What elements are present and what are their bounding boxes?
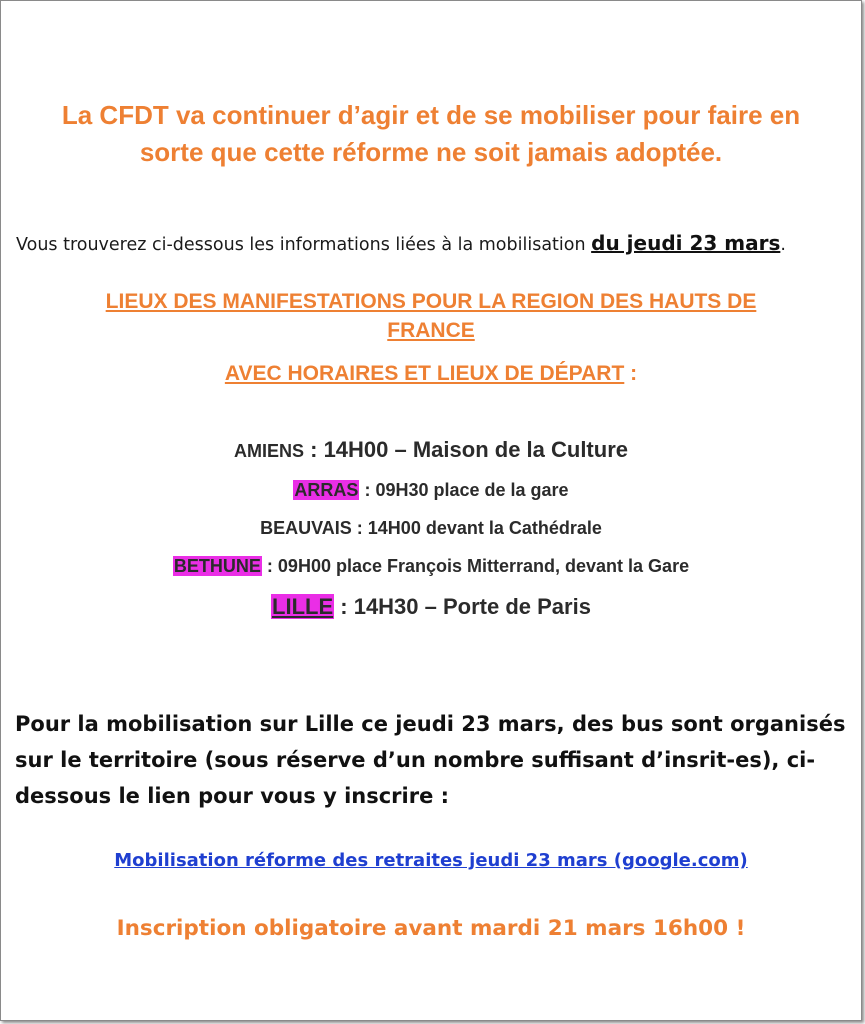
- location-detail: 14H30 – Porte de Paris: [353, 594, 591, 619]
- section-title-text-1: LIEUX DES MANIFESTATIONS POUR LA REGION DES HAUTS DE: [105, 290, 757, 313]
- section-title-text-2: FRANCE: [387, 319, 475, 342]
- location-sep: :: [261, 556, 278, 576]
- section-title-line-2: [1, 316, 861, 346]
- section-subtitle-colon: :: [624, 362, 638, 385]
- location-detail: 14H00 – Maison de la Culture: [323, 437, 628, 462]
- location-sep: :: [334, 594, 354, 619]
- intro-paragraph: [16, 231, 786, 255]
- location-sep: :: [351, 518, 368, 538]
- location-sep: :: [304, 437, 324, 462]
- location-city-highlighted: LILLE: [272, 594, 334, 619]
- location-bethune: [1, 556, 861, 577]
- section-subtitle-text: AVEC HORAIRES ET LIEUX DE DÉPART: [224, 362, 625, 385]
- location-lille: [1, 594, 861, 620]
- location-sep: :: [359, 480, 376, 500]
- intro-text: Vous trouverez ci-dessous les informations liées à la mobilisation: [16, 235, 592, 255]
- location-amiens: [1, 437, 861, 463]
- section-subtitle: [1, 359, 861, 389]
- intro-period: .: [780, 235, 786, 255]
- location-city-highlighted: ARRAS: [294, 480, 359, 500]
- bus-info-paragraph: Pour la mobilisation sur Lille ce jeudi 23 mars, des bus sont organisés sur le territoire (sous réserve d’un nombre suffisant d’insrit-es), ci-dessous le lien pour vous y inscrire :: [15, 712, 846, 808]
- deadline-notice: Inscription obligatoire avant mardi 21 mars 16h00 !: [116, 916, 746, 941]
- location-city: AMIENS: [233, 441, 304, 461]
- intro-date-emphasis: du jeudi 23 mars: [591, 231, 781, 255]
- headline-line-2: sorte que cette réforme ne soit jamais adoptée.: [139, 137, 723, 167]
- location-arras: [1, 480, 861, 501]
- location-detail: 09H00 place François Mitterrand, devant la Gare: [277, 556, 690, 576]
- location-beauvais: [1, 518, 861, 539]
- location-detail: 09H30 place de la gare: [375, 480, 569, 500]
- section-title-line-1: [1, 287, 861, 317]
- location-city-highlighted: BETHUNE: [173, 556, 261, 576]
- signup-link[interactable]: Mobilisation réforme des retraites jeudi 23 mars (google.com): [114, 850, 748, 871]
- location-city: BEAUVAIS: [260, 518, 352, 538]
- location-detail: 14H00 devant la Cathédrale: [367, 518, 602, 538]
- headline-line-1: La CFDT va continuer d’agir et de se mobiliser pour faire en: [61, 100, 801, 130]
- signup-link-row: [1, 850, 861, 871]
